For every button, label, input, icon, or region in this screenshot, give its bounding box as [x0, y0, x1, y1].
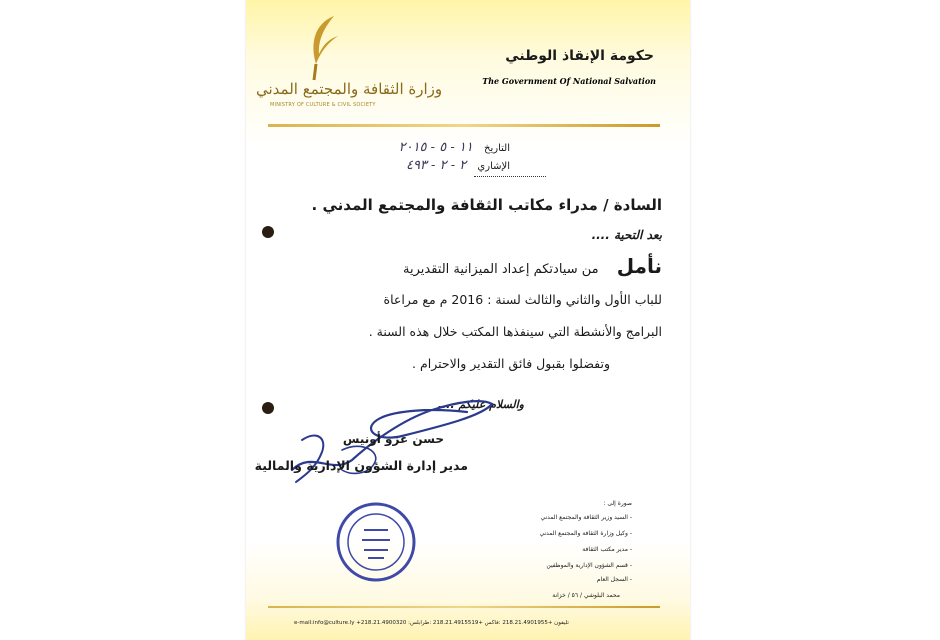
paragraph-line-1: [403, 254, 662, 278]
cc-item: - السيد وزير الثقافة والمجتمع المدني: [540, 514, 632, 521]
footer-contact: e-mail:info@culture.ly +218.21.4900320 :تليفون +218.21.4901955 :فاكس +218.21.4915519 :طرابلس: [294, 620, 569, 626]
date-label: التاريخ: [484, 143, 510, 154]
date-value: ١١ - ٥ - ٢٠١٥: [398, 140, 473, 155]
ministry-name-en: MINISTRY OF CULTURE & CIVIL SOCIETY: [270, 102, 376, 108]
paragraph-lead: نأمل: [616, 254, 662, 278]
signer-title: مدير إدارة الشؤون الإدارية والمالية: [254, 458, 468, 473]
signer-name: حسن عزو أونيس: [342, 432, 444, 446]
punch-hole-top: [262, 226, 274, 238]
closing: وتفضلوا بقبول فائق التقدير والاحترام .: [412, 356, 610, 371]
ministry-name-ar: وزارة الثقافة والمجتمع المدني: [256, 80, 443, 98]
ref-value: ٢ - ٢ - ٤٩٣: [405, 158, 467, 173]
quill-feather-icon: [304, 14, 344, 84]
paragraph-line-1-text: من سيادتكم إعداد الميزانية التقديرية: [403, 262, 599, 277]
letter-sheet: [246, 0, 690, 640]
ref-underline: [474, 176, 546, 177]
cc-item: - وكيل وزارة الثقافة والمجتمع المدني: [539, 530, 632, 537]
cc-item: - السجل العام: [596, 576, 632, 583]
round-ministry-stamp: [334, 500, 418, 584]
addressee: السادة / مدراء مكاتب الثقافة والمجتمع المدني .: [311, 196, 662, 214]
greeting: بعد التحية ....: [591, 228, 662, 242]
cc-initials: محمد البلوشي / ٥٦ / خزانة: [552, 592, 620, 599]
footer-divider: [268, 606, 660, 608]
government-name-ar: حكومة الإنقاذ الوطني: [505, 48, 654, 64]
salam: والسلام عليكم ....: [437, 398, 524, 411]
date-line: [399, 140, 510, 155]
ref-line: [406, 158, 510, 173]
header-divider: [268, 124, 660, 127]
paragraph-line-2: للباب الأول والثاني والثالث لسنة : 2016 م مع مراعاة: [383, 292, 662, 307]
government-name-en: The Government Of National Salvation: [482, 76, 656, 86]
cc-item: - قسم الشؤون الإدارية والموظفين: [546, 562, 632, 569]
ref-label: الإشاري: [477, 161, 510, 172]
cc-heading: صورة إلى :: [603, 500, 632, 507]
cc-item: - مدير مكتب الثقافة: [582, 546, 632, 553]
punch-hole-bottom: [262, 402, 274, 414]
paragraph-line-3: البرامج والأنشطة التي سينفذها المكتب خلال هذه السنة .: [368, 324, 662, 339]
